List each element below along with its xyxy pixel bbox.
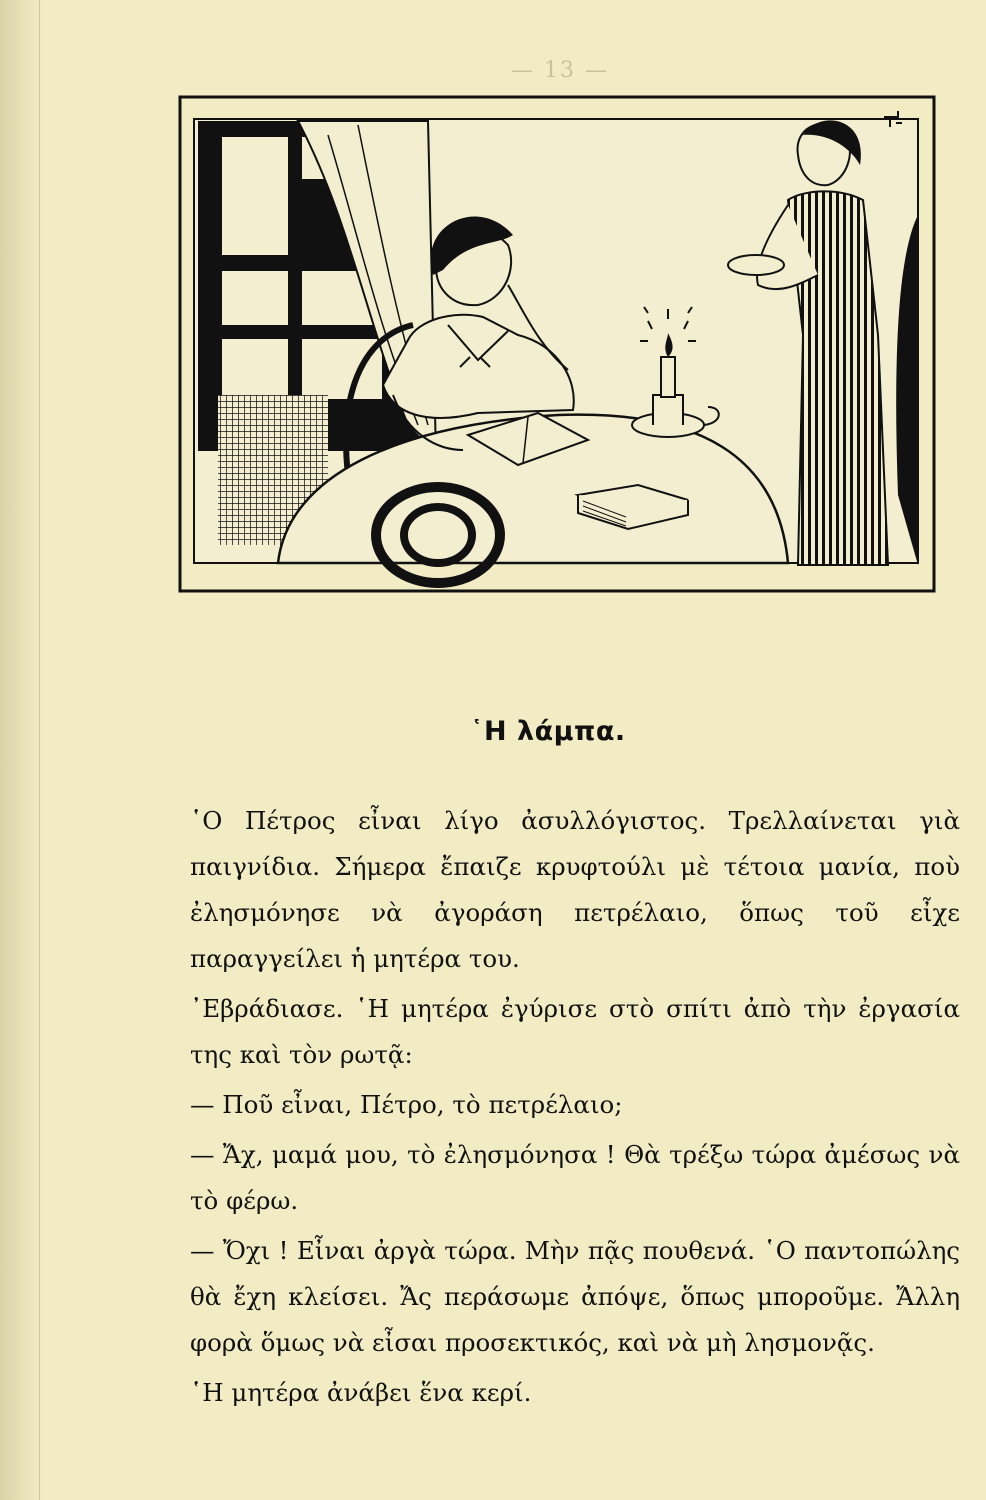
- paragraph-1: ῾Ο Πέτρος εἶναι λίγο ἀσυλλόγιστος. Τρελλαίνεται γιὰ παιγνίδια. Σήμερα ἔπαιζε κρυφτούλι μὲ τέτοια μανία, ποὺ ἐλησμόνησε νὰ ἀγοράση πετρέλαιο, ὅπως τοῦ εἶχε παραγγείλει ἡ μητέρα του.: [190, 806, 960, 973]
- lamp-scene-illustration: [178, 95, 936, 595]
- paragraph-6: ῾Η μητέρα ἀνάβει ἕνα κερί.: [190, 1378, 532, 1407]
- paragraph-5: — Ὄχι ! Εἶναι ἀργὰ τώρα. Μὴν πᾷς πουθενά. ῾Ο παντοπώλης θὰ ἔχη κλείσει. Ἄς περάσωμε ἀπόψε, ὅπως μποροῦμε. Ἄλλη φορὰ ὅμως νὰ εἶσαι προσεκτικός, καὶ νὰ μὴ λησμονᾷς.: [190, 1236, 960, 1357]
- paragraph-4: — Ἄχ, μαμά μου, τὸ ἐλησμόνησα ! Θὰ τρέξω τώρα ἀμέσως νὰ τὸ φέρω.: [190, 1140, 960, 1215]
- illustration-svg: [178, 95, 936, 595]
- book-gutter: [0, 0, 46, 1500]
- chapter-title: ῾Η λάμπα.: [470, 716, 626, 747]
- story-text: [190, 798, 960, 1420]
- paragraph-3: — Ποῦ εἶναι, Πέτρο, τὸ πετρέλαιο;: [190, 1090, 623, 1119]
- paragraph-2: ᾿Εβράδιασε. ῾Η μητέρα ἐγύρισε στὸ σπίτι ἀπὸ τὴν ἐργασία της καὶ τὸν ρωτᾷ:: [190, 994, 960, 1069]
- page-number: — 13 —: [511, 58, 609, 83]
